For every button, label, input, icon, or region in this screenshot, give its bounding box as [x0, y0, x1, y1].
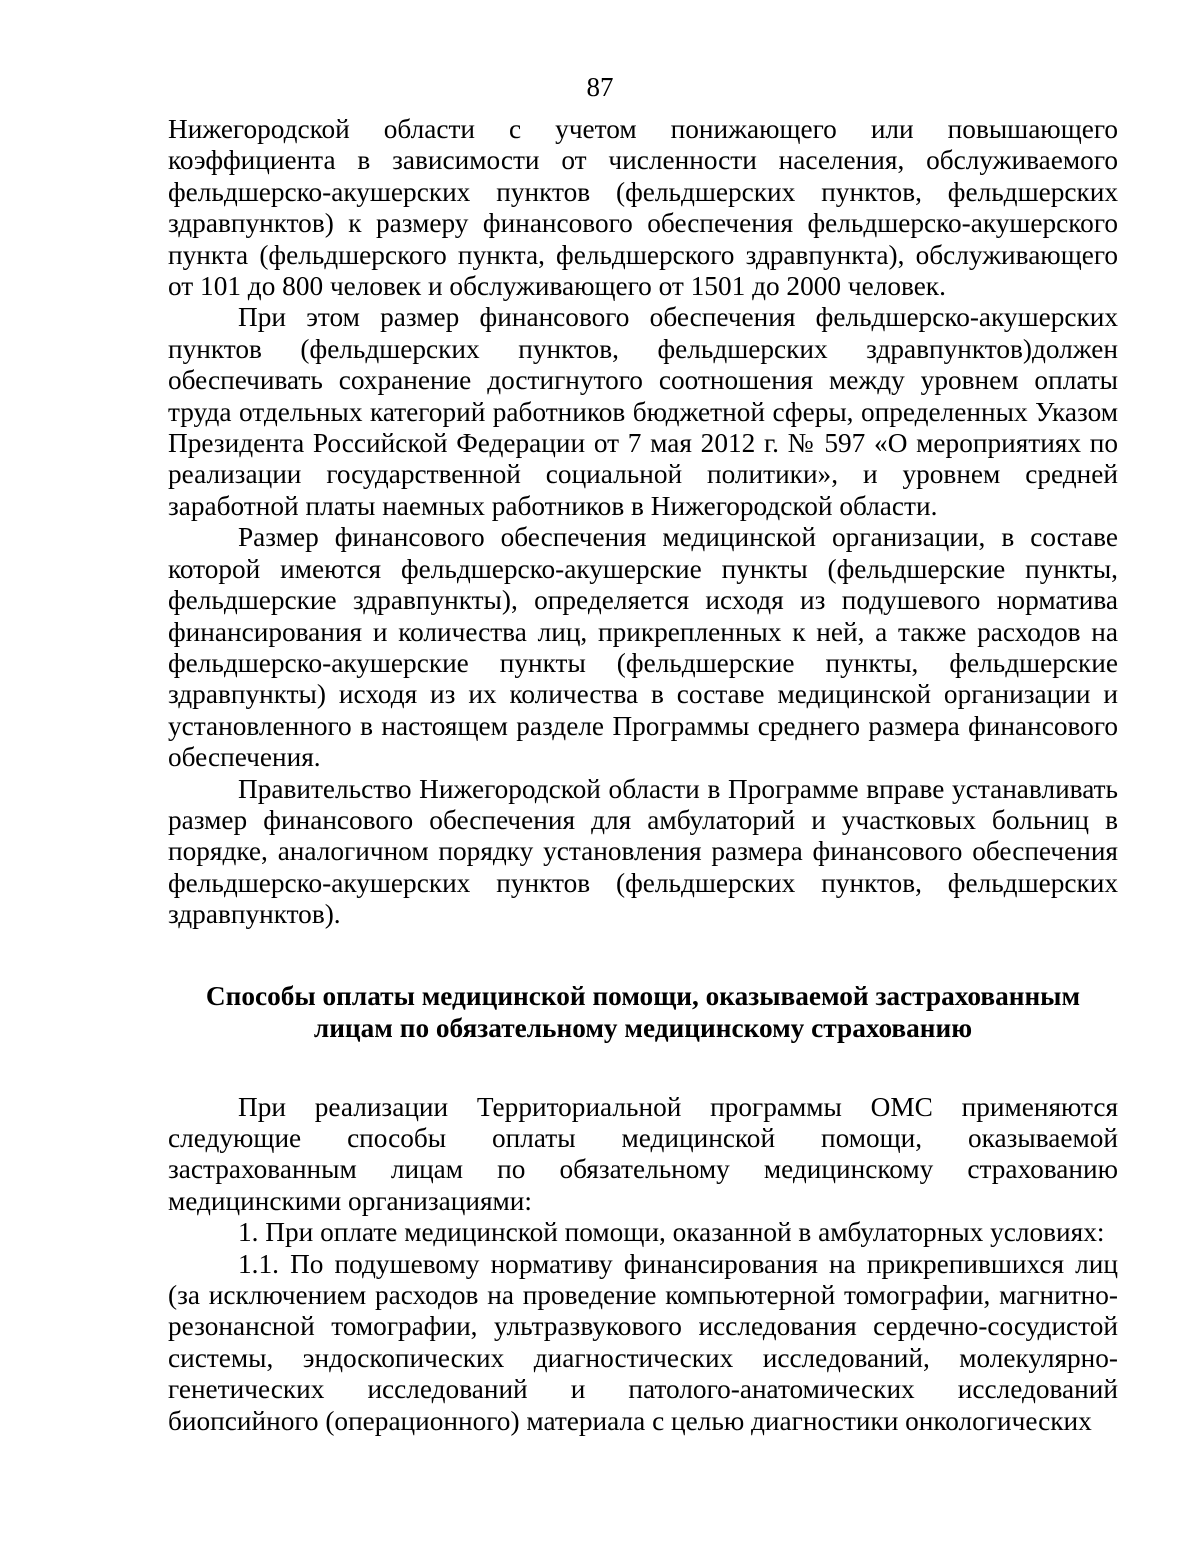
document-body	[168, 114, 1118, 1437]
section-heading	[168, 980, 1118, 1044]
page-number: 87	[586, 72, 614, 102]
paragraph-continuation: Нижегородской области с учетом понижающего или повышающего коэффициента в зависимости от численности населения, обслуживаемого фельдшерско-акушерских пунктов (фельдшерских пунктов, фельдшерских здравпунктов) к размеру финансового обеспечения фельдшерско-акушерского пункта (фельдшерского пункта, фельдшерского здравпункта), обслуживающего от 101 до 800 человек и обслуживающего от 1501 до 2000 человек.	[168, 114, 1118, 302]
paragraph-med-org-funding: Размер финансового обеспечения медицинской организации, в составе которой имеются фельдшерско-акушерские пункты (фельдшерские пункты, фельдшерские здравпункты), определяется исходя из подушевого норматива финансирования и количества лиц, прикрепленных к ней, а также расходов на фельдшерско-акушерские пункты (фельдшерские пункты, фельдшерские здравпункты) исходя из их количества в составе медицинской организации и установленного в настоящем разделе Программы среднего размера финансового обеспечения.	[168, 522, 1118, 773]
paragraph-payment-methods-intro: При реализации Территориальной программы ОМС применяются следующие способы оплаты медицинской помощи, оказываемой застрахованным лицам по обязательному медицинскому страхованию медицинскими организациями:	[168, 1091, 1118, 1216]
paragraph-item-1-1: 1.1. По подушевому нормативу финансирования на прикрепившихся лиц (за исключением расходов на проведение компьютерной томографии, магнитно-резонансной томографии, ультразвукового исследования сердечно-сосудистой системы, эндоскопических диагностических исследований, молекулярно-генетических исследований и патолого-анатомических исследований биопсийного (операционного) материала с целью диагностики онкологических	[168, 1248, 1118, 1436]
paragraph-fap-funding-ratio: При этом размер финансового обеспечения фельдшерско-акушерских пунктов (фельдшерских пунктов, фельдшерских здравпунктов)должен обеспечивать сохранение достигнутого соотношения между уровнем оплаты труда отдельных категорий работников бюджетной сферы, определенных Указом Президента Российской Федерации от 7 мая 2012 г. № 597 «О мероприятиях по реализации государственной социальной политики», и уровнем средней заработной платы наемных работников в Нижегородской области.	[168, 302, 1118, 521]
paragraph-government-right: Правительство Нижегородской области в Программе вправе устанавливать размер финансового обеспечения для амбулаторий и участковых больниц в порядке, аналогичном порядку установления размера финансового обеспечения фельдшерско-акушерских пунктов (фельдшерских пунктов, фельдшерских здравпунктов).	[168, 773, 1118, 930]
paragraph-item-1: 1. При оплате медицинской помощи, оказанной в амбулаторных условиях:	[238, 1217, 1105, 1248]
section-heading-line-1: Способы оплаты медицинской помощи, оказываемой застрахованным	[205, 980, 1081, 1011]
section-heading-line-2: лицам по обязательному медицинскому страхованию	[313, 1012, 973, 1043]
